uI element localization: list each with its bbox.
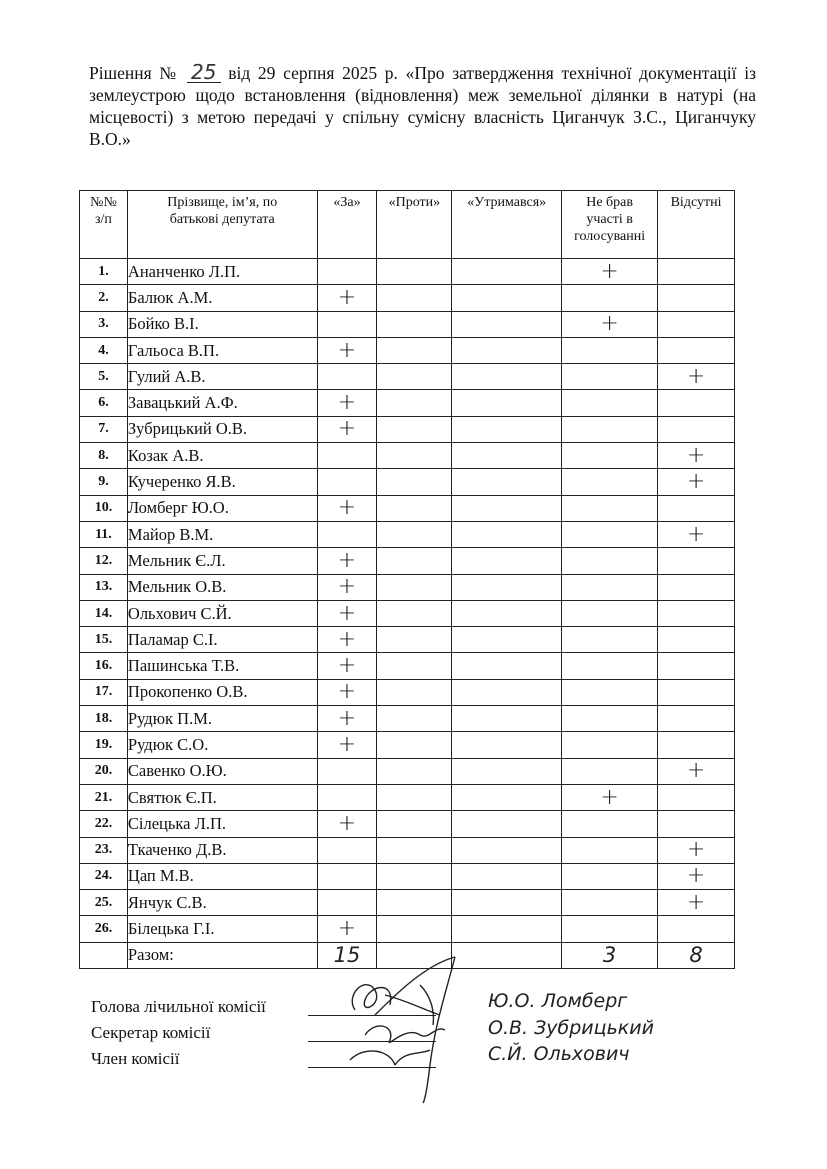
vote-against-cell [377, 890, 452, 916]
vote-for-cell [317, 521, 377, 547]
vote-against-cell [377, 443, 452, 469]
row-number: 1. [80, 259, 128, 285]
decision-number: 25 [191, 60, 217, 84]
totals-empty-cell [80, 942, 128, 968]
vote-not-voted-cell: + [562, 259, 658, 285]
vote-against-cell [377, 337, 452, 363]
total-not-voted: 3 [562, 942, 658, 968]
vote-against-cell [377, 758, 452, 784]
vote-against-cell [377, 653, 452, 679]
vote-for-cell [317, 784, 377, 810]
row-number: 5. [80, 364, 128, 390]
row-number: 26. [80, 916, 128, 942]
vote-not-voted-cell [562, 600, 658, 626]
row-number: 17. [80, 679, 128, 705]
table-row [80, 364, 735, 390]
total-absent: 8 [658, 942, 735, 968]
vote-for-cell: + [317, 679, 377, 705]
vote-abstain-cell [452, 364, 562, 390]
table-body [80, 259, 735, 943]
decision-number-underline [187, 60, 220, 84]
deputy-name: Білецька Г.І. [127, 916, 317, 942]
vote-abstain-cell [452, 837, 562, 863]
vote-for-cell: + [317, 285, 377, 311]
vote-absent-cell [658, 259, 735, 285]
vote-against-cell [377, 679, 452, 705]
vote-against-cell [377, 732, 452, 758]
vote-abstain-cell [452, 416, 562, 442]
vote-abstain-cell [452, 495, 562, 521]
row-number: 20. [80, 758, 128, 784]
vote-absent-cell [658, 548, 735, 574]
vote-not-voted-cell [562, 706, 658, 732]
vote-abstain-cell [452, 758, 562, 784]
vote-absent-cell [658, 390, 735, 416]
deputy-name: Мельник О.В. [127, 574, 317, 600]
signature-titles [91, 994, 266, 1072]
vote-not-voted-cell [562, 337, 658, 363]
vote-for-cell: + [317, 706, 377, 732]
table-row [80, 784, 735, 810]
vote-not-voted-cell [562, 390, 658, 416]
vote-for-cell [317, 259, 377, 285]
table-row [80, 627, 735, 653]
vote-not-voted-cell [562, 548, 658, 574]
member-title: Член комісії [91, 1049, 180, 1068]
voting-table [79, 190, 735, 969]
vote-not-voted-cell [562, 653, 658, 679]
vote-absent-cell: + [658, 837, 735, 863]
deputy-name: Рудюк С.О. [127, 732, 317, 758]
vote-not-voted-cell [562, 521, 658, 547]
vote-for-cell [317, 469, 377, 495]
vote-absent-cell [658, 706, 735, 732]
vote-not-voted-cell [562, 811, 658, 837]
vote-abstain-cell [452, 916, 562, 942]
table-header-row [80, 191, 735, 259]
vote-against-cell [377, 548, 452, 574]
header-not-voted: Не брав участі в голосуванні [562, 191, 658, 259]
deputy-name: Пашинська Т.В. [127, 653, 317, 679]
vote-absent-cell [658, 784, 735, 810]
table-row [80, 653, 735, 679]
vote-absent-cell: + [658, 469, 735, 495]
deputy-name: Ткаченко Д.В. [127, 837, 317, 863]
vote-against-cell [377, 627, 452, 653]
vote-absent-cell [658, 311, 735, 337]
vote-not-voted-cell [562, 495, 658, 521]
vote-against-cell [377, 600, 452, 626]
vote-against-cell [377, 837, 452, 863]
vote-abstain-cell [452, 337, 562, 363]
table-row [80, 416, 735, 442]
vote-absent-cell [658, 916, 735, 942]
vote-absent-cell: + [658, 758, 735, 784]
table-row [80, 285, 735, 311]
vote-absent-cell [658, 600, 735, 626]
deputy-name: Гальоса В.П. [127, 337, 317, 363]
table-row [80, 574, 735, 600]
vote-for-cell: + [317, 574, 377, 600]
table-row [80, 600, 735, 626]
table-row [80, 811, 735, 837]
vote-not-voted-cell [562, 679, 658, 705]
vote-for-cell [317, 443, 377, 469]
vote-abstain-cell [452, 811, 562, 837]
row-number: 21. [80, 784, 128, 810]
deputy-name: Цап М.В. [127, 863, 317, 889]
table-row [80, 390, 735, 416]
vote-against-cell [377, 311, 452, 337]
deputy-name: Паламар С.І. [127, 627, 317, 653]
vote-abstain-cell [452, 863, 562, 889]
vote-against-cell [377, 574, 452, 600]
vote-against-cell [377, 706, 452, 732]
vote-absent-cell [658, 416, 735, 442]
vote-for-cell: + [317, 337, 377, 363]
secretary-name: О.В. Зубрицький [488, 1017, 654, 1039]
vote-absent-cell: + [658, 863, 735, 889]
table-row [80, 469, 735, 495]
vote-abstain-cell [452, 548, 562, 574]
vote-for-cell: + [317, 653, 377, 679]
secretary-title: Секретар комісії [91, 1023, 211, 1042]
vote-abstain-cell [452, 469, 562, 495]
deputy-name: Савенко О.Ю. [127, 758, 317, 784]
signature-scribbles [335, 955, 475, 1105]
vote-not-voted-cell [562, 837, 658, 863]
vote-for-cell: + [317, 627, 377, 653]
row-number: 14. [80, 600, 128, 626]
decision-title: від 29 серпня 2025 р. «Про затвердження технічної документації із землеустрою щодо встановлення (відновлення) меж земельної ділянки в натурі (на місцевості) з метою передачі у спільну сумісну власність Циганчук З.С., Циганчуку В.О.» [89, 63, 756, 149]
vote-abstain-cell [452, 627, 562, 653]
vote-not-voted-cell [562, 732, 658, 758]
row-number: 12. [80, 548, 128, 574]
vote-for-cell [317, 890, 377, 916]
vote-absent-cell [658, 337, 735, 363]
header-absent: Відсутні [658, 191, 735, 259]
vote-against-cell [377, 521, 452, 547]
total-for: 15 [317, 942, 377, 968]
deputy-name: Майор В.М. [127, 521, 317, 547]
row-number: 25. [80, 890, 128, 916]
deputy-name: Ломберг Ю.О. [127, 495, 317, 521]
vote-for-cell: + [317, 548, 377, 574]
vote-not-voted-cell [562, 627, 658, 653]
vote-against-cell [377, 916, 452, 942]
table-row [80, 732, 735, 758]
deputy-name: Гулий А.В. [127, 364, 317, 390]
row-number: 10. [80, 495, 128, 521]
row-number: 9. [80, 469, 128, 495]
table-row [80, 758, 735, 784]
vote-absent-cell: + [658, 521, 735, 547]
vote-not-voted-cell [562, 416, 658, 442]
vote-not-voted-cell [562, 443, 658, 469]
row-number: 15. [80, 627, 128, 653]
vote-not-voted-cell [562, 890, 658, 916]
row-number: 23. [80, 837, 128, 863]
deputy-name: Святюк Є.П. [127, 784, 317, 810]
vote-for-cell: + [317, 916, 377, 942]
vote-absent-cell [658, 627, 735, 653]
deputy-name: Кучеренко Я.В. [127, 469, 317, 495]
row-number: 16. [80, 653, 128, 679]
row-number: 4. [80, 337, 128, 363]
vote-for-cell [317, 364, 377, 390]
header-abstain: «Утримався» [452, 191, 562, 259]
vote-abstain-cell [452, 443, 562, 469]
header-name: Прізвище, ім’я, по батькові депутата [127, 191, 317, 259]
vote-against-cell [377, 863, 452, 889]
deputy-name: Сілецька Л.П. [127, 811, 317, 837]
vote-abstain-cell [452, 311, 562, 337]
vote-absent-cell [658, 495, 735, 521]
vote-abstain-cell [452, 679, 562, 705]
row-number: 13. [80, 574, 128, 600]
table-row [80, 837, 735, 863]
member-name: С.Й. Ольхович [488, 1043, 630, 1065]
table-row [80, 337, 735, 363]
chair-title: Голова лічильної комісії [91, 997, 266, 1016]
vote-abstain-cell [452, 706, 562, 732]
table-row [80, 679, 735, 705]
table-row [80, 521, 735, 547]
row-number: 24. [80, 863, 128, 889]
deputy-name: Ольхович С.Й. [127, 600, 317, 626]
table-row [80, 311, 735, 337]
vote-against-cell [377, 390, 452, 416]
deputy-name: Ананченко Л.П. [127, 259, 317, 285]
vote-not-voted-cell [562, 916, 658, 942]
deputy-name: Козак А.В. [127, 443, 317, 469]
row-number: 22. [80, 811, 128, 837]
vote-absent-cell [658, 574, 735, 600]
vote-absent-cell [658, 811, 735, 837]
vote-not-voted-cell [562, 285, 658, 311]
chair-name: Ю.О. Ломберг [488, 990, 628, 1012]
vote-for-cell: + [317, 390, 377, 416]
row-number: 18. [80, 706, 128, 732]
decision-header [89, 62, 756, 150]
table-row [80, 863, 735, 889]
vote-for-cell [317, 758, 377, 784]
vote-abstain-cell [452, 600, 562, 626]
vote-not-voted-cell [562, 574, 658, 600]
vote-against-cell [377, 364, 452, 390]
row-number: 11. [80, 521, 128, 547]
deputy-name: Зубрицький О.В. [127, 416, 317, 442]
deputy-name: Рудюк П.М. [127, 706, 317, 732]
vote-against-cell [377, 259, 452, 285]
vote-absent-cell [658, 653, 735, 679]
vote-absent-cell [658, 732, 735, 758]
vote-for-cell [317, 837, 377, 863]
vote-abstain-cell [452, 259, 562, 285]
deputy-name: Бойко В.І. [127, 311, 317, 337]
vote-abstain-cell [452, 574, 562, 600]
vote-absent-cell [658, 285, 735, 311]
vote-for-cell: + [317, 811, 377, 837]
vote-against-cell [377, 416, 452, 442]
vote-abstain-cell [452, 732, 562, 758]
vote-not-voted-cell [562, 364, 658, 390]
table-row [80, 916, 735, 942]
vote-against-cell [377, 811, 452, 837]
vote-not-voted-cell: + [562, 311, 658, 337]
vote-for-cell: + [317, 732, 377, 758]
table-row [80, 495, 735, 521]
row-number: 3. [80, 311, 128, 337]
vote-abstain-cell [452, 521, 562, 547]
vote-not-voted-cell [562, 863, 658, 889]
header-no: №№ з/п [80, 191, 128, 259]
vote-against-cell [377, 469, 452, 495]
row-number: 8. [80, 443, 128, 469]
row-number: 2. [80, 285, 128, 311]
vote-abstain-cell [452, 784, 562, 810]
vote-abstain-cell [452, 890, 562, 916]
table-row [80, 706, 735, 732]
table-row [80, 548, 735, 574]
vote-for-cell [317, 311, 377, 337]
decision-prefix: Рішення № [89, 63, 180, 83]
vote-absent-cell: + [658, 890, 735, 916]
vote-absent-cell [658, 679, 735, 705]
vote-for-cell: + [317, 600, 377, 626]
row-number: 19. [80, 732, 128, 758]
table-row [80, 890, 735, 916]
vote-against-cell [377, 495, 452, 521]
header-for: «За» [317, 191, 377, 259]
vote-abstain-cell [452, 285, 562, 311]
row-number: 7. [80, 416, 128, 442]
row-number: 6. [80, 390, 128, 416]
vote-abstain-cell [452, 653, 562, 679]
deputy-name: Мельник Є.Л. [127, 548, 317, 574]
vote-not-voted-cell: + [562, 784, 658, 810]
table-row [80, 259, 735, 285]
vote-against-cell [377, 285, 452, 311]
deputy-name: Балюк А.М. [127, 285, 317, 311]
table-row [80, 443, 735, 469]
vote-absent-cell: + [658, 443, 735, 469]
deputy-name: Янчук С.В. [127, 890, 317, 916]
vote-for-cell [317, 863, 377, 889]
header-against: «Проти» [377, 191, 452, 259]
vote-not-voted-cell [562, 469, 658, 495]
vote-not-voted-cell [562, 758, 658, 784]
vote-against-cell [377, 784, 452, 810]
vote-for-cell: + [317, 416, 377, 442]
vote-abstain-cell [452, 390, 562, 416]
totals-label: Разом: [127, 942, 317, 968]
deputy-name: Завацький А.Ф. [127, 390, 317, 416]
vote-for-cell: + [317, 495, 377, 521]
deputy-name: Прокопенко О.В. [127, 679, 317, 705]
vote-absent-cell: + [658, 364, 735, 390]
